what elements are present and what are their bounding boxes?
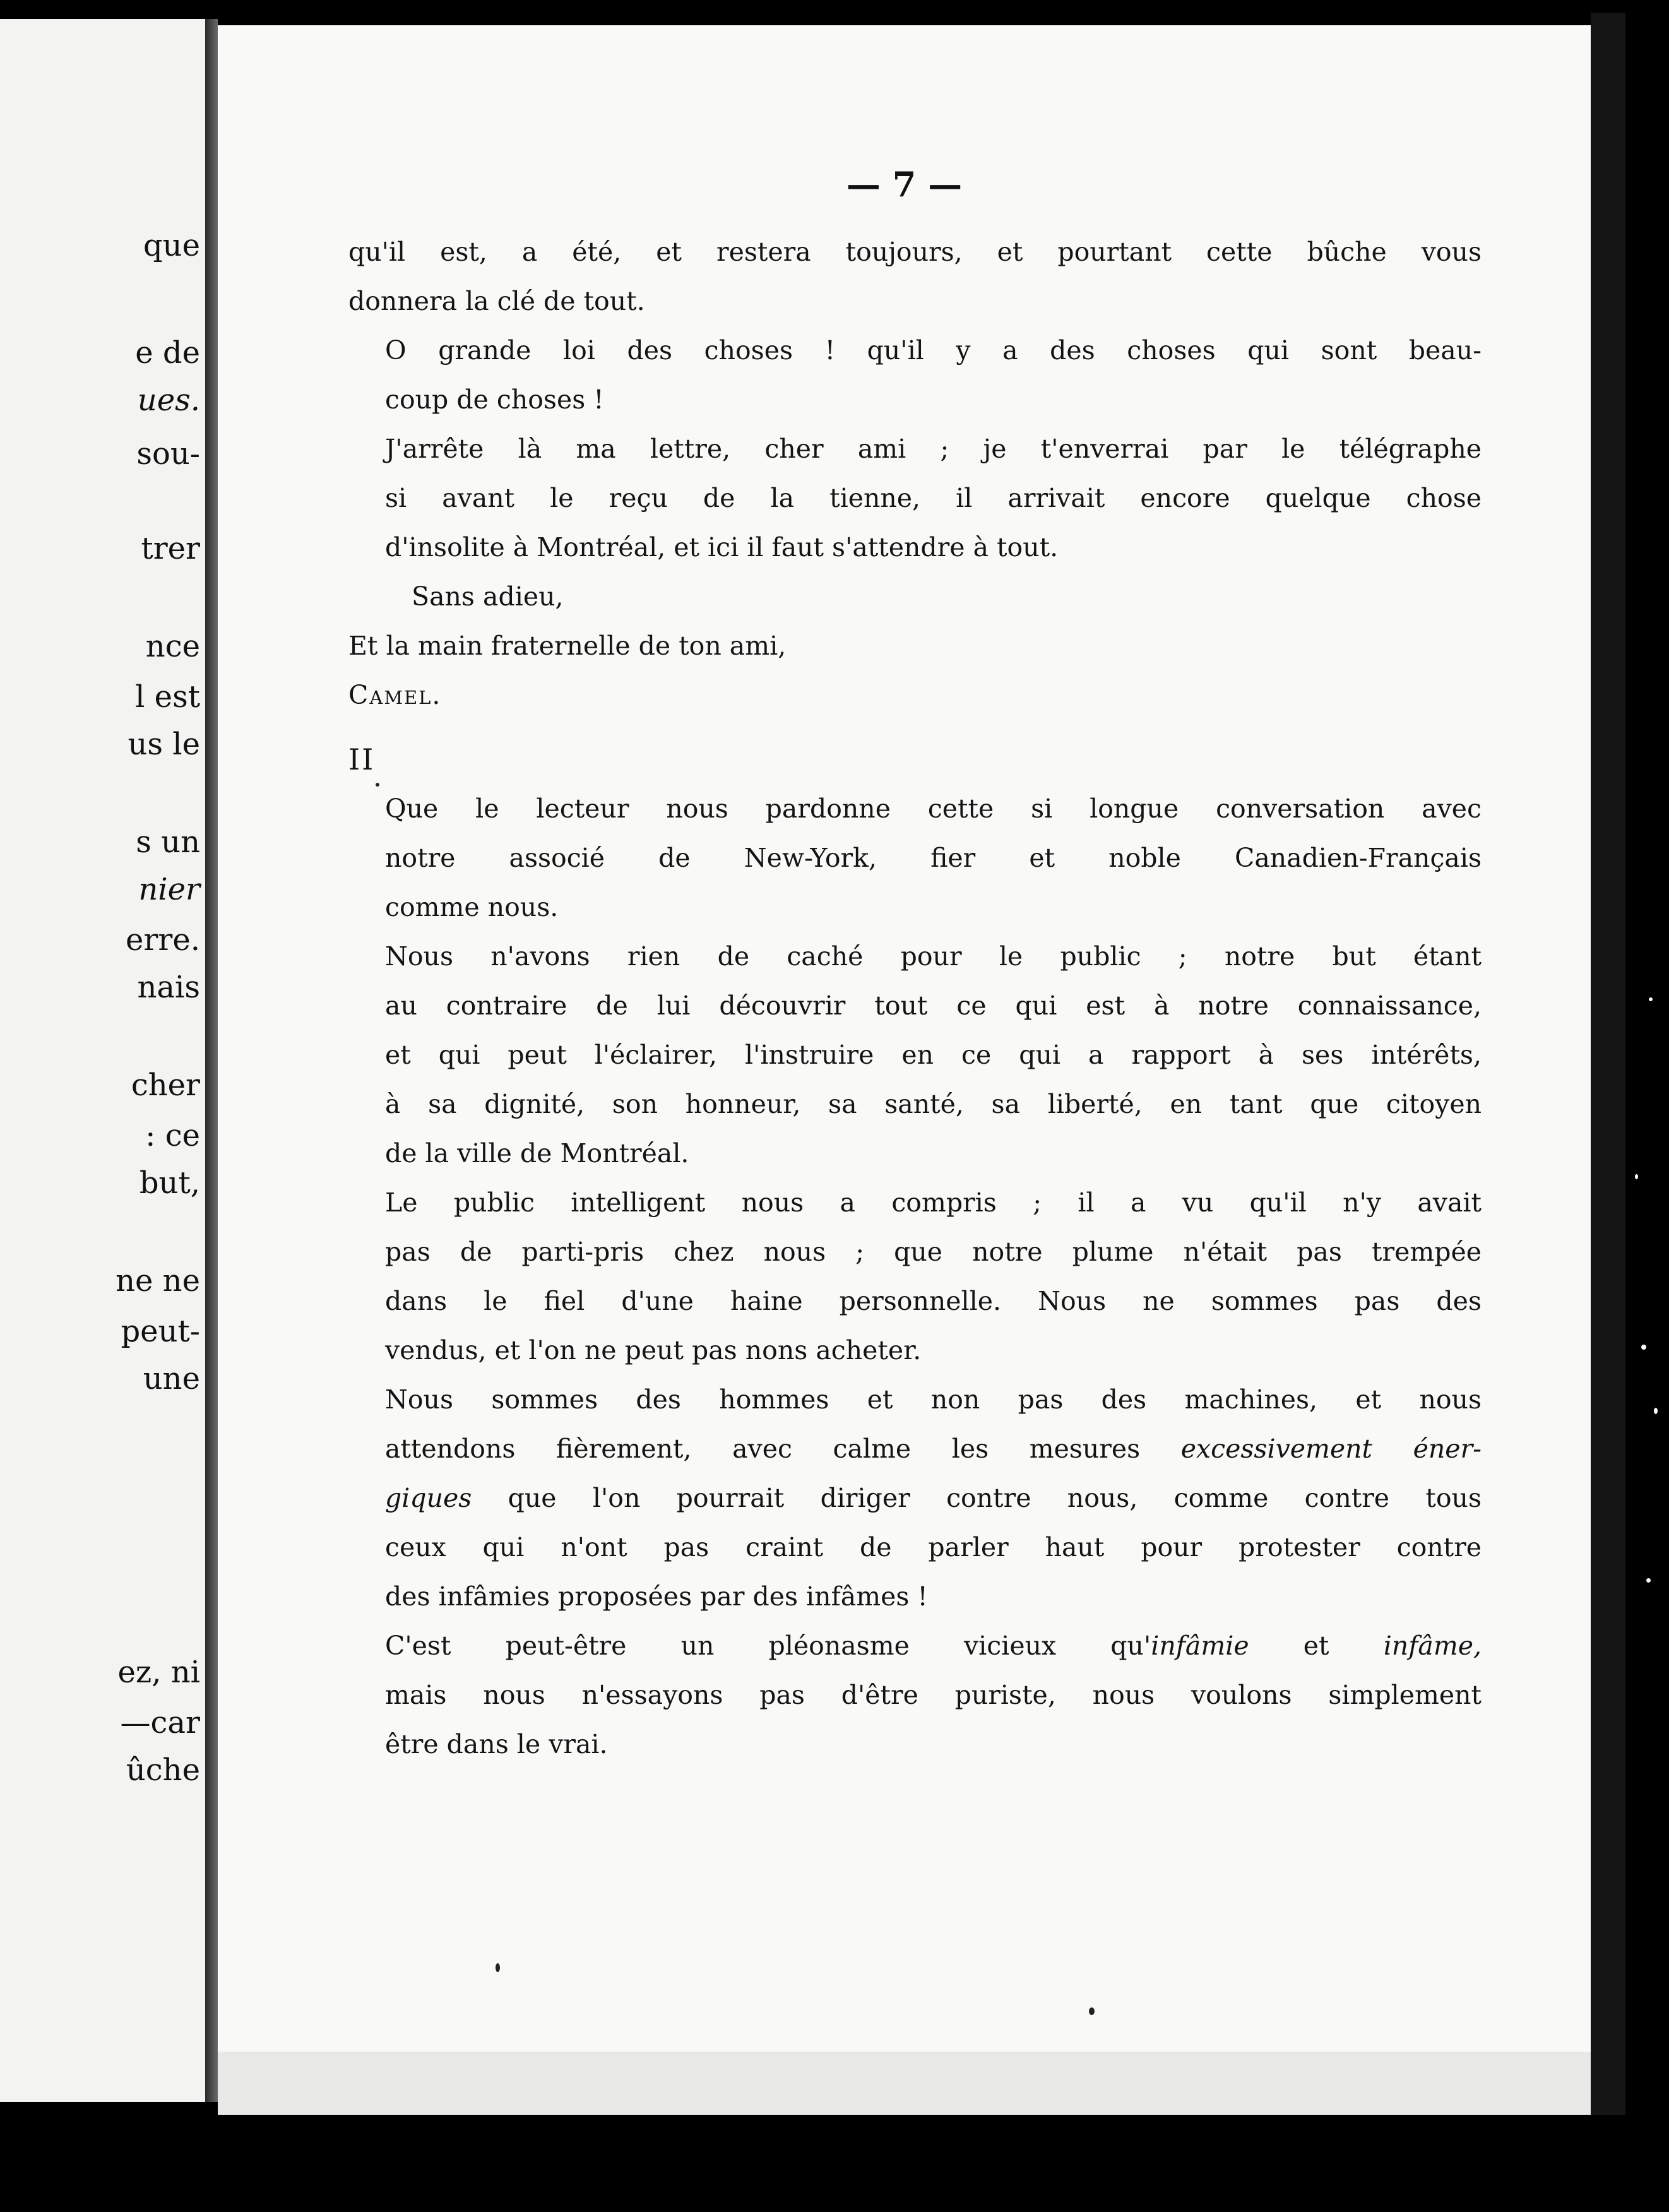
italic-run: infâme, (1383, 1631, 1482, 1661)
paragraph (348, 227, 1482, 326)
text-run: et (1249, 1631, 1384, 1661)
text-line: coup de choses ! (385, 384, 604, 415)
scan-speck (1654, 1408, 1658, 1414)
text-line: notre associé de New-York, fier et noble Canadien-Français (385, 843, 1482, 873)
text-run: C'est peut-être un pléonasme vicieux qu' (385, 1631, 1151, 1661)
italic-run: infâmie (1151, 1631, 1249, 1661)
text-line: vendus, et l'on ne peut pas nons acheter. (385, 1335, 922, 1365)
left-fragment: ues. (137, 383, 200, 418)
italic-run: excessivement éner- (1180, 1434, 1482, 1464)
text-line: être dans le vrai. (385, 1729, 608, 1759)
closing-line: Et la main fraternelle de ton ami, (348, 631, 787, 661)
left-fragment: ez, ni (117, 1655, 200, 1690)
left-page-fragment (0, 19, 205, 2102)
left-fragment: cher (131, 1067, 200, 1103)
paragraph (348, 784, 1482, 932)
text-run: attendons fièrement, avec calme les mesures (385, 1434, 1181, 1464)
paragraph (348, 1178, 1482, 1375)
text-line: d'insolite à Montréal, et ici il faut s'attendre à tout. (385, 532, 1059, 562)
left-fragment: —car (120, 1705, 200, 1740)
text-line: qu'il est, a été, et restera toujours, et pourtant cette bûche vous (348, 237, 1482, 267)
page-bottom-edge (218, 2052, 1591, 2115)
text-line: dans le fiel d'une haine personnelle. Nous ne sommes pas des (385, 1286, 1482, 1316)
left-fragment: ûche (126, 1752, 200, 1788)
scan-speck (496, 1963, 500, 1972)
main-page (218, 25, 1591, 2052)
paragraph (348, 1621, 1482, 1769)
text-line: et qui peut l'éclairer, l'instruire en ce qui a rapport à ses intérêts, (385, 1040, 1482, 1070)
left-fragment: erre. (126, 922, 200, 958)
left-fragment: sou- (136, 436, 200, 472)
left-fragment: trer (141, 531, 200, 566)
scan-speck (1641, 1345, 1646, 1350)
left-fragment: que (143, 228, 200, 263)
signature: Camel. (348, 680, 442, 710)
left-fragment: ne ne (116, 1263, 200, 1299)
paragraph (348, 1375, 1482, 1621)
left-fragment: une (143, 1361, 200, 1396)
section-heading: II (348, 742, 376, 776)
left-fragment: us le (128, 727, 200, 762)
text-line: si avant le reçu de la tienne, il arrivait encore quelque chose (385, 483, 1482, 513)
text-line (348, 1473, 1482, 1523)
body-text (348, 227, 1482, 1769)
left-fragment: : ce (145, 1118, 200, 1153)
text-line: Que le lecteur nous pardonne cette si longue conversation avec (385, 794, 1482, 824)
left-fragment: peut- (121, 1314, 200, 1349)
text-line (348, 1621, 1482, 1670)
left-fragment: e de (135, 335, 200, 371)
text-line: comme nous. (385, 892, 559, 922)
text-line: à sa dignité, son honneur, sa santé, sa liberté, en tant que citoyen (385, 1089, 1482, 1119)
right-page-edge (1591, 13, 1625, 2115)
left-fragment: l est (135, 679, 200, 715)
text-line: Nous n'avons rien de caché pour le public ; notre but étant (385, 941, 1482, 972)
paragraph (348, 326, 1482, 424)
left-fragment: nais (137, 970, 200, 1005)
scan-speck (1089, 2007, 1095, 2015)
scan-speck (1646, 1578, 1651, 1583)
scan-speck (1635, 1174, 1638, 1179)
closing-salutation: Sans adieu, (412, 581, 564, 612)
paragraph (348, 424, 1482, 572)
text-line: mais nous n'essayons pas d'être puriste, nous voulons simplement (385, 1680, 1482, 1710)
text-line: de la ville de Montréal. (385, 1138, 689, 1168)
page-gutter (205, 19, 218, 2102)
scan-speck (1649, 997, 1653, 1001)
left-fragment: nier (138, 872, 200, 907)
text-line (348, 1424, 1482, 1473)
text-run: que l'on pourrait diriger contre nous, comme contre tous (472, 1483, 1482, 1513)
text-line: J'arrête là ma lettre, cher ami ; je t'enverrai par le télégraphe (385, 434, 1482, 464)
italic-run: giques (385, 1483, 472, 1513)
text-line: Le public intelligent nous a compris ; il a vu qu'il n'y avait (385, 1187, 1482, 1218)
left-fragment: nce (145, 629, 200, 664)
text-line: donnera la clé de tout. (348, 286, 645, 316)
scan-speck (376, 783, 379, 787)
text-line: pas de parti-pris chez nous ; que notre plume n'était pas trempée (385, 1237, 1482, 1267)
text-line: ceux qui n'ont pas craint de parler haut pour protester contre (385, 1532, 1482, 1562)
text-line: au contraire de lui découvrir tout ce qui est à notre connaissance, (385, 990, 1482, 1021)
text-line: des infâmies proposées par des infâmes ! (385, 1581, 928, 1612)
text-line: Nous sommes des hommes et non pas des machines, et nous (385, 1384, 1482, 1415)
text-line: O grande loi des choses ! qu'il y a des choses qui sont beau- (385, 335, 1482, 366)
paragraph (348, 932, 1482, 1178)
page-number: — 7 — (846, 164, 963, 205)
left-fragment: but, (139, 1165, 200, 1201)
left-fragment: s un (136, 824, 200, 860)
